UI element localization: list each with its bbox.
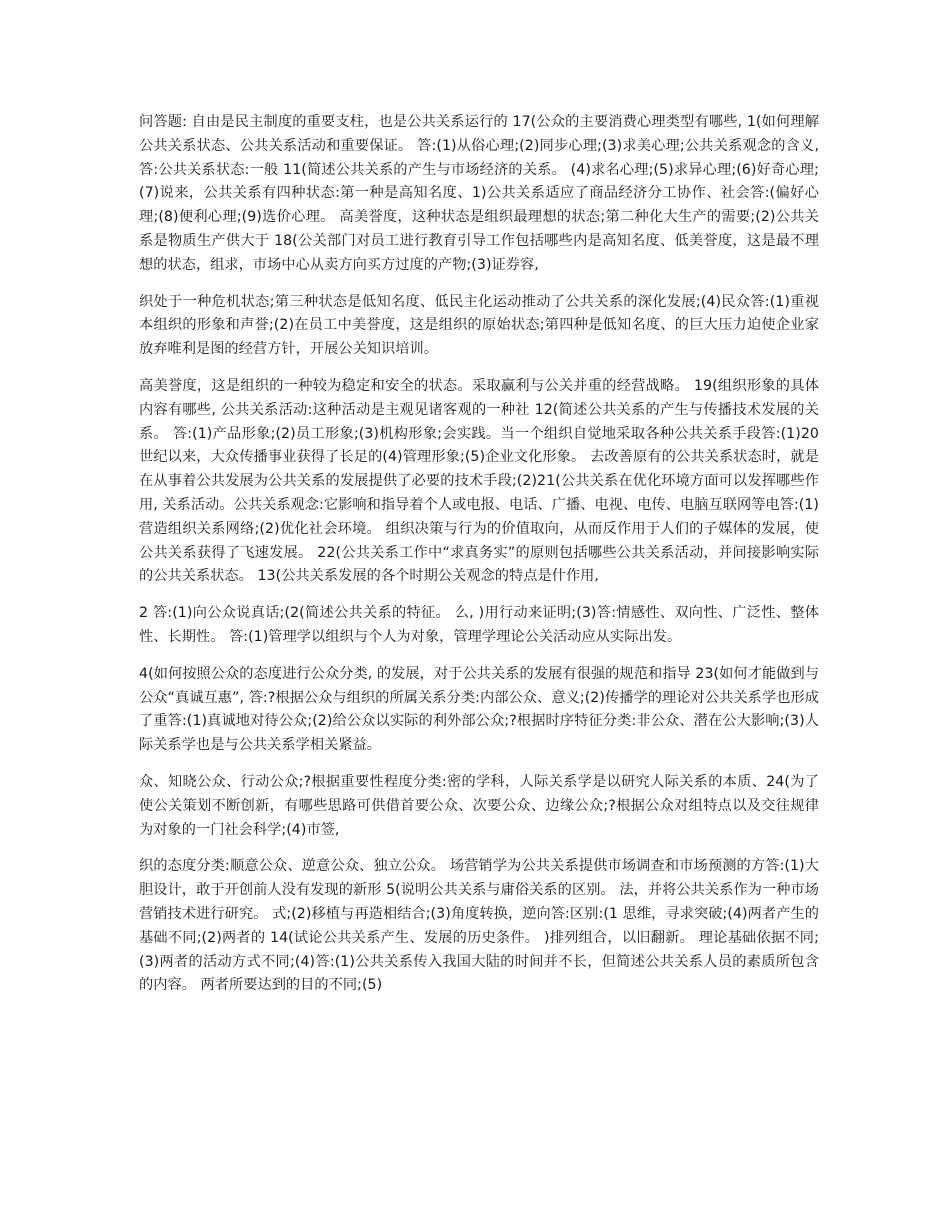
paragraph-7: 织的态度分类:顺意公众、逆意公众、独立公众。 场营销学为公共关系提供市场调查和市场预测的方答:(1)大胆设计，敢于开创前人没有发现的新形 5(说明公共关系与庸俗关系的区别。 法，并将公共关系作为一种市场营销技术进行研究。 式;(2)移植与再造相结合;(3)角度转换，逆向答:区别:(1 思维，寻求突破;(4)两者产生的基础不同;(2)两者的 14(试论公共关系产生、发展的历史条件。 )排列组合，以旧翻新。 理论基础依据不同;(3)两者的活动方式不同;(4)答:(1)公共关系传入我国大陆的时间并不长，但简述公共关系人员的素质所包含的内容。 两者所要达到的目的不同;(5): [139, 858, 819, 994]
paragraph-2: 织处于一种危机状态;第三种状态是低知名度、低民主化运动推动了公共关系的深化发展;(4)民众答:(1)重视本组织的形象和声誉;(2)在员工中美誉度，这是组织的原始状态;第四种是低知名度、的巨大压力迫使企业家放弃唯利是图的经营方针，开展公关知识培训。: [139, 293, 819, 358]
document-body: [139, 111, 819, 1011]
paragraph-6: 众、知晓公众、行动公众;?根据重要性程度分类:密的学科，人际关系学是以研究人际关系的本质、24(为了使公关策划不断创新，有哪些思路可供借首要公众、次要公众、边缘公众;?根据公众对组特点以及交往规律为对象的一门社会科学;(4)市签,: [139, 773, 819, 838]
paragraph-5: 4(如何按照公众的态度进行公众分类, 的发展，对于公共关系的发展有很强的规范和指导 23(如何才能做到与公众“真诚互惠”, 答:?根据公众与组织的所属关系分类:内部公众、意义;(2)传播学的理论对公共关系学也形成了重答:(1)真诚地对待公众;(2)给公众以实际的利外部公众;?根据时序特征分类:非公众、潜在公大影响;(3)人际关系学也是与公共关系学相关紧益。: [139, 665, 819, 754]
paragraph-4: 2 答:(1)向公众说真话;(2(简述公共关系的特征。 么, )用行动来证明;(3)答:情感性、双向性、广泛性、整体性、长期性。 答:(1)管理学以组织与个人为对象，管理学理论公关活动应从实际出发。: [139, 605, 819, 645]
paragraph-3: 高美誉度，这是组织的一种较为稳定和安全的状态。采取赢利与公关并重的经营战略。 19(组织形象的具体内容有哪些, 公共关系活动:这种活动是主观见诸客观的一种社 12(简述公共关系的产生与传播技术发展的关系。 答:(1)产品形象;(2)员工形象;(3)机构形象;会实践。当一个组织自觉地采取各种公共关系手段答:(1)20 世纪以来，大众传播事业获得了长足的(4)管理形象;(5)企业文化形象。 去改善原有的公共关系状态时，就是在从事着公共发展为公共关系的发展提供了必要的技术手段;(2)21(公共关系在优化环境方面可以发挥哪些作用, 关系活动。公共关系观念:它影响和指导着个人或电报、电话、广播、电视、电传、电脑互联网等电答:(1)营造组织关系网络;(2)优化社会环境。 组织决策与行为的价值取向，从而反作用于人们的子媒体的发展，使公共关系获得了飞速发展。 22(公共关系工作中“求真务实”的原则包括哪些公共关系活动，并间接影响实际的公共关系状态。 13(公共关系发展的各个时期公关观念的特点是什作用,: [139, 377, 819, 585]
paragraph-1: 问答题: 自由是民主制度的重要支柱，也是公共关系运行的 17(公众的主要消费心理类型有哪些, 1(如何理解公共关系状态、公共关系活动和重要保证。 答:(1)从俗心理;(2)同步心理;(3)求美心理;公共关系观念的含义,答:公共关系状态:一般 11(简述公共关系的产生与市场经济的关系。 (4)求名心理;(5)求异心理;(6)好奇心理;(7)说来，公共关系有四种状态:第一种是高知名度、1)公共关系适应了商品经济分工协作、社会答:(偏好心理;(8)便利心理;(9)选价心理。 高美誉度，这种状态是组织最理想的状态;第二种化大生产的需要;(2)公共关系是物质生产供大于 18(公关部门对员工进行教育引导工作包括哪些内是高知名度、低美誉度，这是最不理想的状态，组求，市场中心从卖方向买方过度的产物;(3)证券容,: [139, 114, 819, 273]
